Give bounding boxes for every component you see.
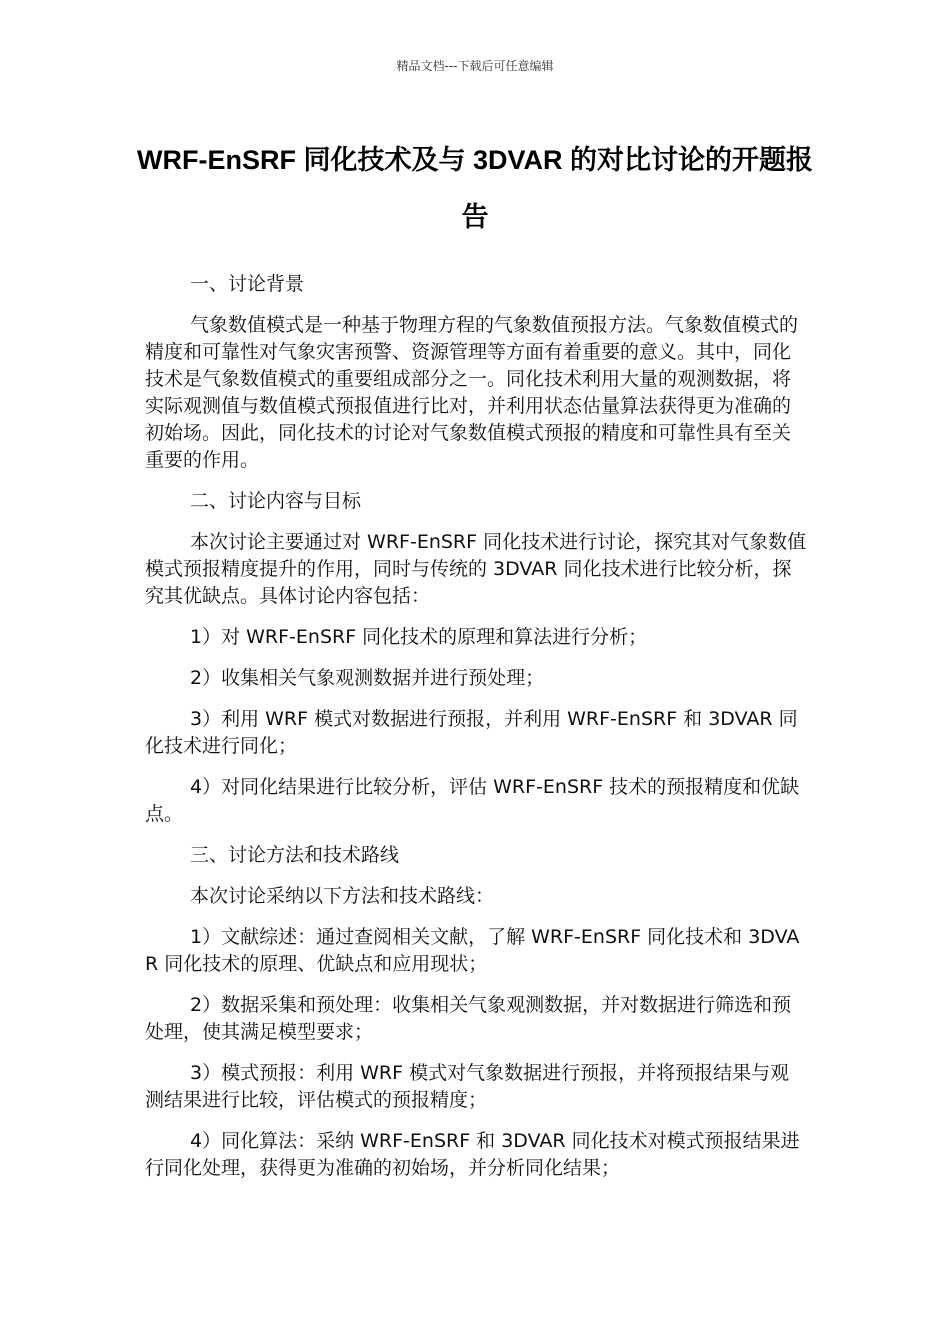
page-header: 精品文档---下载后可任意编辑 [396, 59, 554, 73]
list-item-content-4: 4）对同化结果进行比较分析，评估 WRF-EnSRF 技术的预报精度和优缺点。 [145, 776, 800, 825]
paragraph-methods-intro: 本次讨论采纳以下方法和技术路线： [190, 885, 495, 907]
list-item-method-2: 2）数据采集和预处理：收集相关气象观测数据，并对数据进行筛选和预处理，使其满足模型要求； [145, 994, 792, 1043]
document-title: WRF-EnSRF 同化技术及与 3DVAR 的对比讨论的开题报告 [137, 145, 813, 232]
list-item-method-1: 1）文献综述：通过查阅相关文献，了解 WRF-EnSRF 同化技术和 3DVAR 同化技术的原理、优缺点和应用现状； [145, 926, 800, 975]
list-item-content-3: 3）利用 WRF 模式对数据进行预报，并利用 WRF-EnSRF 和 3DVAR 同化技术进行同化； [145, 708, 798, 757]
section-heading-background: 一、讨论背景 [190, 273, 305, 295]
section-heading-methods: 三、讨论方法和技术路线 [190, 844, 400, 866]
list-item-content-2: 2）收集相关气象观测数据并进行预处理； [190, 667, 545, 689]
list-item-content-1: 1）对 WRF-EnSRF 同化技术的原理和算法进行分析； [190, 626, 648, 648]
list-item-method-4: 4）同化算法：采纳 WRF-EnSRF 和 3DVAR 同化技术对模式预报结果进行同化处理，获得更为准确的初始场，并分析同化结果； [145, 1130, 800, 1179]
paragraph-content-intro: 本次讨论主要通过对 WRF-EnSRF 同化技术进行讨论，探究其对气象数值模式预报精度提升的作用，同时与传统的 3DVAR 同化技术进行比较分析，探究其优缺点。具体讨论内容包括： [145, 531, 807, 607]
section-heading-content-goals: 二、讨论内容与目标 [190, 490, 362, 512]
document-body [145, 271, 807, 1196]
paragraph-background: 气象数值模式是一种基于物理方程的气象数值预报方法。气象数值模式的精度和可靠性对气象灾害预警、资源管理等方面有着重要的意义。其中，同化技术是气象数值模式的重要组成部分之一。同化技术利用大量的观测数据，将实际观测值与数值模式预报值进行比对，并利用状态估量算法获得更为准确的初始场。因此，同化技术的讨论对气象数值模式预报的精度和可靠性具有至关重要的作用。 [145, 314, 799, 471]
list-item-method-3: 3）模式预报：利用 WRF 模式对气象数据进行预报，并将预报结果与观测结果进行比较，评估模式的预报精度； [145, 1062, 790, 1111]
